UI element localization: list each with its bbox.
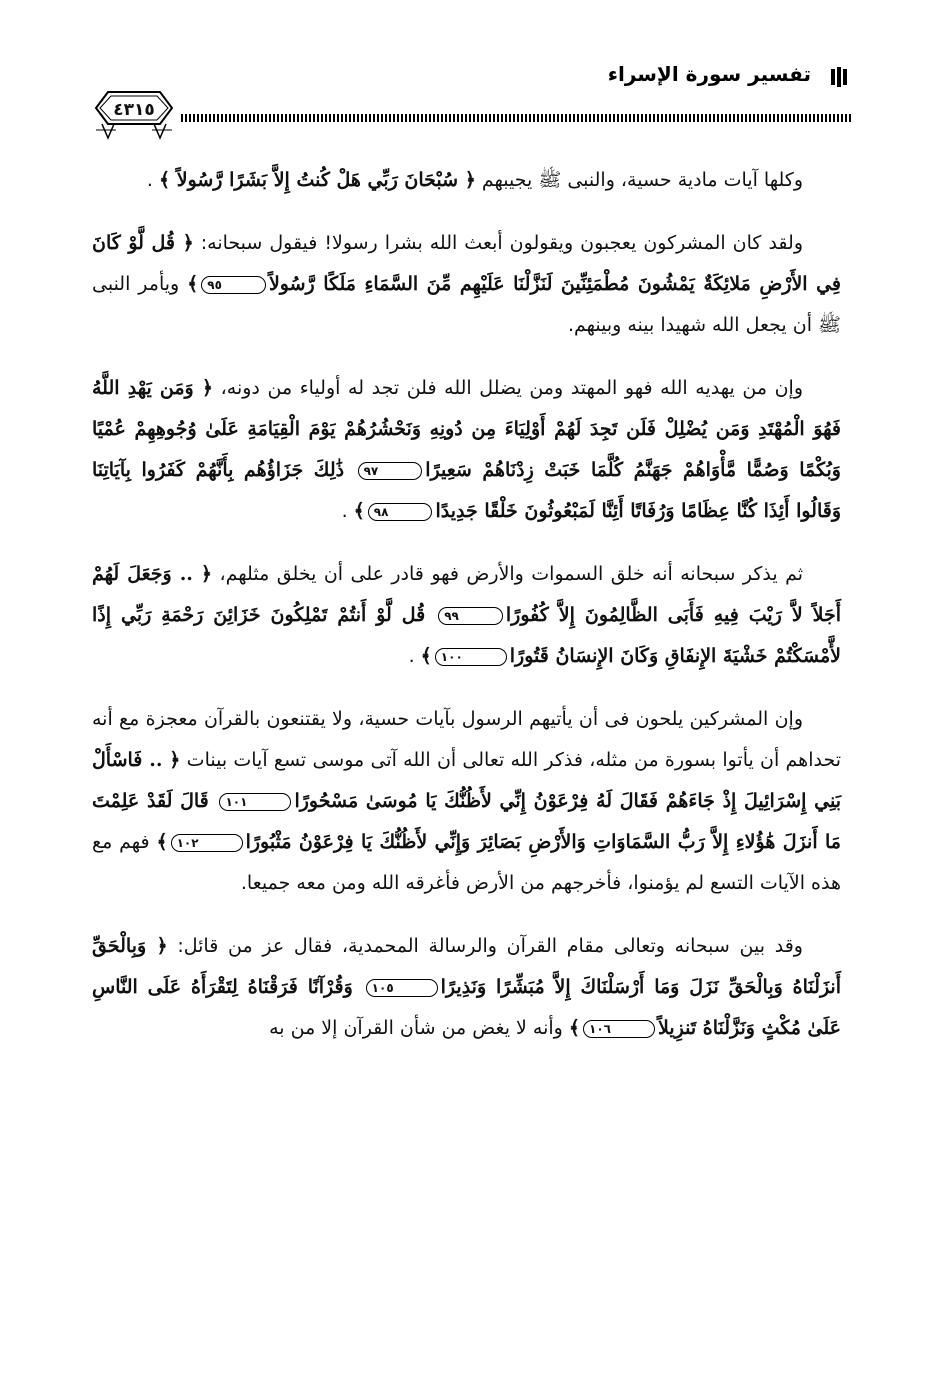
- body-text: وإن المشركين يلحون فى أن يأتيهم الرسول بآيات حسية، ولا يقتنعون بالقرآن معجزة مع أنه تحداهم أن يأتوا بسورة من مثله، فذكر الله تعالى أن الله آتى موسى تسع آيات بينات: [92, 708, 841, 771]
- body-text: وكلها آيات مادية حسية، والنبى ﷺ يجيبهم: [475, 169, 803, 191]
- verse-number: ٩٨: [368, 503, 433, 521]
- verse-number: ٩٥: [201, 276, 266, 294]
- paragraph: [92, 554, 841, 677]
- body-text: .: [146, 169, 159, 191]
- body-text: وأنه لا يغض من شأن القرآن إلا من به: [269, 1017, 569, 1039]
- quran-verse-text: قَالَ لَقَدْ عَلِمْتَ مَا أَنزَلَ هَٰؤُلاءِ إِلاَّ رَبُّ السَّمَاوَاتِ وَالأَرْضِ بَصَائِرَ وَإِنِّي لأَظُنُّكَ يَا فِرْعَوْنُ مَثْبُورًا: [92, 790, 841, 853]
- quran-verse-text: ﴿ سُبْحَانَ رَبِّي هَلْ كُنتُ إِلاَّ بَشَرًا رَّسُولاً ﴾: [158, 169, 476, 191]
- body-text: ويأمر النبى ﷺ أن يجعل الله شهيدا بينه وبينهم.: [92, 273, 841, 336]
- quran-verse-text: قُل لَّوْ أَنتُمْ تَمْلِكُونَ خَزَائِنَ رَحْمَةِ رَبِّي إِذًا لأَّمْسَكْتُمْ خَشْيَةَ الإِنفَاقِ وَكَانَ الإِنسَانُ قَتُورًا: [92, 604, 841, 667]
- body-text: ولقد كان المشركون يعجبون ويقولون أبعث الله بشرا رسولا! فيقول سبحانه:: [193, 232, 803, 254]
- ornament-icon: [829, 66, 851, 91]
- body-text: .: [408, 645, 421, 667]
- header-rule: [181, 114, 851, 122]
- page-number: ٤٣١٥: [113, 100, 155, 120]
- verse-number: ١٠١: [219, 793, 291, 811]
- verse-number: ١٠٢: [171, 834, 243, 852]
- verse-number: ١٠٦: [583, 1020, 655, 1038]
- verse-number: ٩٧: [358, 462, 423, 480]
- page-title: تفسير سورة الإسراء: [607, 62, 811, 86]
- quran-verse-text: ﴾: [420, 645, 432, 667]
- verse-number: ١٠٠: [435, 648, 507, 666]
- page-header: [86, 58, 851, 128]
- quran-verse-text: ﴿ وَبِالْحَقِّ أَنزَلْنَاهُ وَبِالْحَقِّ نَزَلَ وَمَا أَرْسَلْنَاكَ إِلاَّ مُبَشِّرًا وَنَذِيرًا: [92, 935, 841, 998]
- quran-verse-text: وَقُرْآنًا فَرَقْنَاهُ لِتَقْرَأَهُ عَلَى النَّاسِ عَلَىٰ مُكْثٍ وَنَزَّلْنَاهُ تَنزِيلاً: [92, 976, 841, 1039]
- body-text: ثم يذكر سبحانه أنه خلق السموات والأرض فهو قادر على أن يخلق مثلهم،: [212, 563, 804, 585]
- quran-verse-text: ﴿ وَمَن يَهْدِ اللَّهُ فَهُوَ الْمُهْتَدِ وَمَن يُضْلِلْ فَلَن تَجِدَ لَهُمْ أَوْلِيَاءَ مِن دُونِهِ وَنَحْشُرُهُمْ يَوْمَ الْقِيَامَةِ عَلَىٰ وُجُوهِهِمْ عُمْيًا وَبُكْمًا وَصُمًّا مَّأْوَاهُمْ جَهَنَّمُ كُلَّمَا خَبَتْ زِدْنَاهُمْ سَعِيرًا: [92, 377, 841, 481]
- paragraph: [92, 160, 841, 201]
- paragraph: [92, 926, 841, 1049]
- page-body: [92, 160, 841, 1071]
- verse-number: ١٠٥: [366, 979, 438, 997]
- paragraph: [92, 223, 841, 346]
- paragraph: [92, 699, 841, 904]
- paragraph: [92, 368, 841, 532]
- page-number-badge: [86, 78, 182, 150]
- quran-verse-text: ﴾: [568, 1017, 581, 1039]
- quran-verse-text: ﴾: [353, 500, 365, 522]
- body-text: وقد بين سبحانه وتعالى مقام القرآن والرسالة المحمدية، فقال عز من قائل:: [167, 935, 803, 957]
- quran-verse-text: ﴾: [187, 273, 199, 295]
- body-text: فهم مع هذه الآيات التسع لم يؤمنوا، فأخرجهم من الأرض فأغرقه الله ومن معه جميعا.: [92, 831, 841, 894]
- quran-verse-text: ذَٰلِكَ جَزَاؤُهُم بِأَنَّهُمْ كَفَرُوا بِآيَاتِنَا وَقَالُوا أَئِذَا كُنَّا عِظَامًا وَرُفَاتًا أَئِنَّا لَمَبْعُوثُونَ خَلْقًا جَدِيدًا: [92, 459, 841, 522]
- body-text: .: [341, 500, 354, 522]
- quran-verse-text: ﴾: [156, 831, 168, 853]
- quran-verse-text: ﴿ .. فَاسْأَلْ بَنِي إِسْرَائِيلَ إِذْ جَاءَهُمْ فَقَالَ لَهُ فِرْعَوْنُ إِنِّي لأَظُنُّكَ يَا مُوسَىٰ مَسْحُورًا: [92, 749, 841, 812]
- quran-verse-text: ﴿ .. وَجَعَلَ لَهُمْ أَجَلاً لاَّ رَيْبَ فِيهِ فَأَبَى الظَّالِمُونَ إِلاَّ كُفُورًا: [92, 563, 841, 626]
- verse-number: ٩٩: [438, 607, 503, 625]
- quran-verse-text: ﴿ قُل لَّوْ كَانَ فِي الأَرْضِ مَلائِكَةٌ يَمْشُونَ مُطْمَئِنِّينَ لَنَزَّلْنَا عَلَيْهِم مِّنَ السَّمَاءِ مَلَكًا رَّسُولاً: [92, 232, 841, 295]
- body-text: وإن من يهديه الله فهو المهتد ومن يضلل الله فلن تجد له أولياء من دونه،: [213, 377, 804, 399]
